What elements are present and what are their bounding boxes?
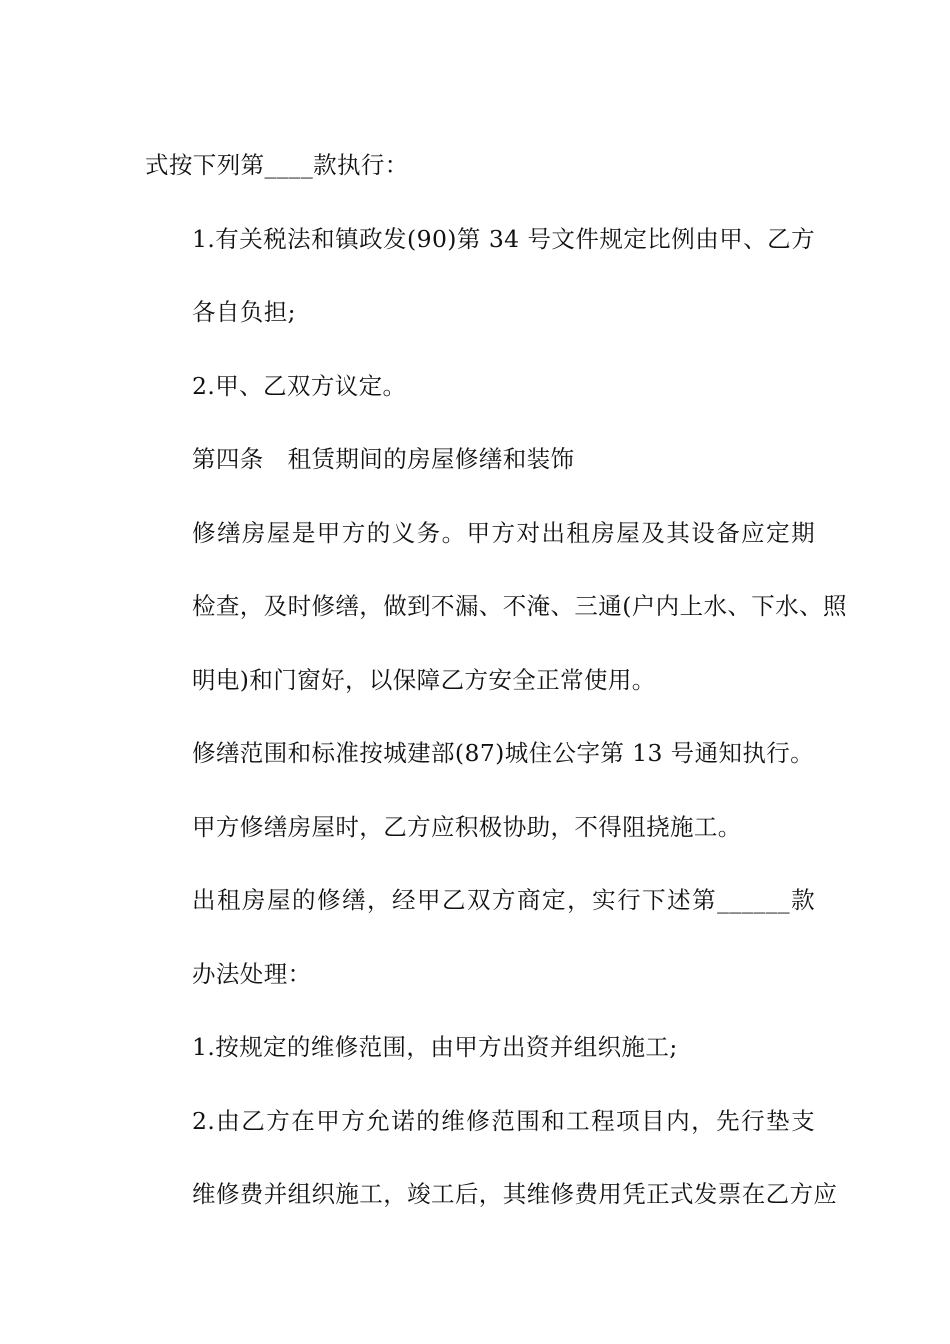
paragraph-tax-clause-intro xyxy=(145,129,815,203)
text-line: 2.甲、乙双方议定。 xyxy=(192,371,407,400)
text-line: 办法处理： xyxy=(192,959,312,988)
document-body xyxy=(145,129,847,1232)
paragraph-tax-option-1 xyxy=(145,203,815,350)
text-line: 修缮范围和标准按城建部(87)城住公字第 13 号通知执行。 xyxy=(192,739,815,767)
paragraph-repair-obligation xyxy=(145,497,847,718)
paragraph-repair-standard xyxy=(145,717,815,791)
text-line: 式按下列第____款执行： xyxy=(145,151,409,179)
paragraph-repair-method xyxy=(145,864,815,1011)
paragraph-repair-option-2 xyxy=(145,1085,838,1232)
paragraph-repair-option-1 xyxy=(145,1011,815,1085)
text-line: 甲方修缮房屋时，乙方应积极协助，不得阻挠施工。 xyxy=(192,812,742,841)
text-line: 出租房屋的修缮，经甲乙双方商定，实行下述第______款 xyxy=(192,886,815,914)
text-line: 1.有关税法和镇政发(90)第 34 号文件规定比例由甲、乙方 xyxy=(192,224,815,253)
article-four-heading xyxy=(145,423,815,497)
paragraph-tenant-cooperation xyxy=(145,791,815,865)
text-line: 各自负担; xyxy=(192,298,296,326)
paragraph-tax-option-2 xyxy=(145,350,815,424)
text-line: 2.由乙方在甲方允诺的维修范围和工程项目内，先行垫支 xyxy=(192,1106,815,1135)
text-line: 维修费并组织施工，竣工后，其维修费用凭正式发票在乙方应 xyxy=(192,1180,838,1208)
text-line: 修缮房屋是甲方的义务。甲方对出租房屋及其设备应定期 xyxy=(192,518,815,547)
text-line: 1.按规定的维修范围，由甲方出资并组织施工; xyxy=(192,1033,678,1061)
text-line: 检查，及时修缮，做到不漏、不淹、三通(户内上水、下水、照 xyxy=(192,592,847,620)
text-line: 明电)和门窗好，以保障乙方安全正常使用。 xyxy=(192,665,656,694)
text-line: 第四条 租赁期间的房屋修缮和装饰 xyxy=(192,445,575,473)
